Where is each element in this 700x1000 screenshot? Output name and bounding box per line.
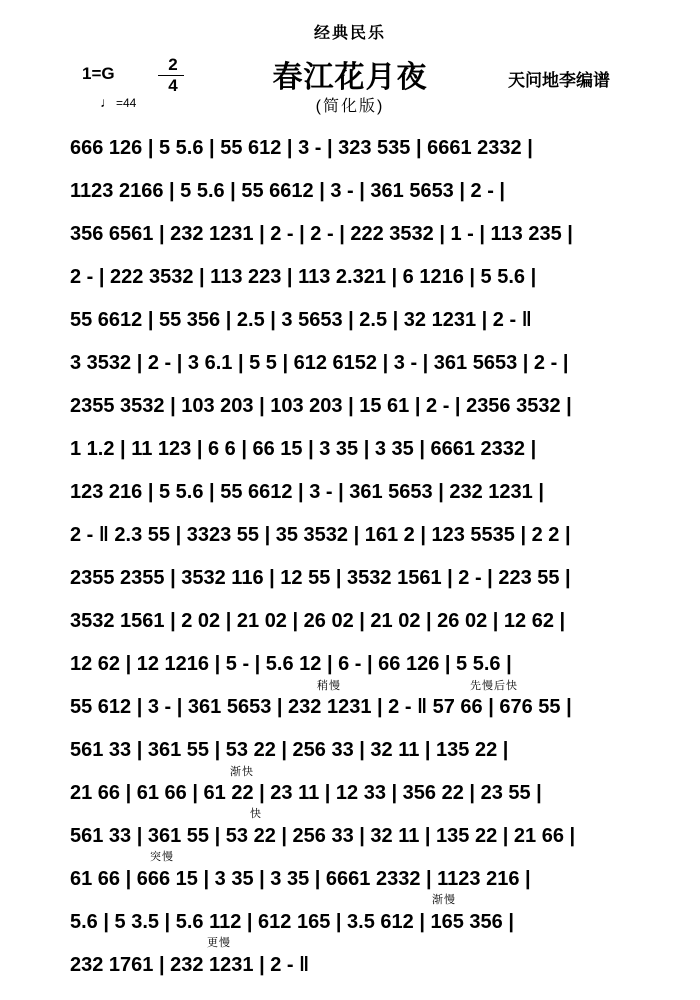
score-line: 55 612 | 3 - | 361 5653 | 232 1231 | 2 - ‖ 57 66 | 676 55 | — [70, 696, 572, 718]
score-line: 61 66 | 666 15 | 3 35 | 3 35 | 6661 2332 | 1123 216 | — [70, 868, 531, 890]
tempo-annotation: 渐慢 — [432, 894, 456, 906]
score-line: 5.6 | 5 3.5 | 5.6 112 | 612 165 | 3.5 612 | 165 356 | — [70, 911, 514, 933]
time-signature-top: 2 — [168, 55, 178, 74]
score-line: 1123 2166 | 5 5.6 | 55 6612 | 3 - | 361 5653 | 2 - | — [70, 180, 506, 202]
tempo-annotation: 更慢 — [207, 937, 231, 949]
time-signature-bottom: 4 — [168, 76, 178, 95]
version-label: (简化版) — [315, 98, 385, 115]
song-title: 春江花月夜 — [272, 61, 428, 94]
tempo-annotation: 快 — [250, 808, 262, 820]
score-line: 666 126 | 5 5.6 | 55 612 | 3 - | 323 535 | 6661 2332 | — [70, 137, 533, 159]
score-line: 21 66 | 61 66 | 61 22 | 23 11 | 12 33 | 356 22 | 23 55 | — [70, 782, 542, 804]
score-line: 561 33 | 361 55 | 53 22 | 256 33 | 32 11 | 135 22 | — [70, 739, 509, 761]
tempo-annotation: 稍慢 — [317, 680, 341, 692]
score-line: 2355 3532 | 103 203 | 103 203 | 15 61 | 2 - | 2356 3532 | — [70, 395, 572, 417]
quarter-note-icon: ♩ — [100, 94, 114, 110]
score-line: 12 62 | 12 1216 | 5 - | 5.6 12 | 6 - | 66 126 | 5 5.6 | — [70, 653, 512, 675]
score-line: 2 - | 222 3532 | 113 223 | 113 2.321 | 6 1216 | 5 5.6 | — [70, 266, 537, 288]
tempo-value: =44 — [116, 96, 137, 110]
score-line: 55 6612 | 55 356 | 2.5 | 3 5653 | 2.5 | 32 1231 | 2 - ‖ — [70, 309, 532, 331]
score-line: 2 - ‖ 2.3 55 | 3323 55 | 35 3532 | 161 2 | 123 5535 | 2 2 | — [70, 524, 571, 546]
score-line: 123 216 | 5 5.6 | 55 6612 | 3 - | 361 5653 | 232 1231 | — [70, 481, 544, 503]
score-line: 3532 1561 | 2 02 | 21 02 | 26 02 | 21 02 | 26 02 | 12 62 | — [70, 610, 566, 632]
tempo-annotation: 突慢 — [150, 851, 174, 863]
score-line: 1 1.2 | 11 123 | 6 6 | 66 15 | 3 35 | 3 35 | 6661 2332 | — [70, 438, 537, 460]
score-line: 356 6561 | 232 1231 | 2 - | 2 - | 222 3532 | 1 - | 113 235 | — [70, 223, 573, 245]
collection-title: 经典民乐 — [313, 25, 386, 42]
score-line: 232 1761 | 232 1231 | 2 - ‖ — [70, 954, 310, 976]
tempo-annotation: 先慢后快 — [470, 680, 518, 692]
score-line: 561 33 | 361 55 | 53 22 | 256 33 | 32 11 | 135 22 | 21 66 | — [70, 825, 576, 847]
arranger-credit: 天问地李编谱 — [508, 71, 610, 90]
score-line: 3 3532 | 2 - | 3 6.1 | 5 5 | 612 6152 | 3 - | 361 5653 | 2 - | — [70, 352, 569, 374]
score-line: 2355 2355 | 3532 116 | 12 55 | 3532 1561 | 2 - | 223 55 | — [70, 567, 571, 589]
key-signature: 1=G — [82, 64, 115, 83]
tempo-annotation: 渐快 — [230, 766, 254, 778]
